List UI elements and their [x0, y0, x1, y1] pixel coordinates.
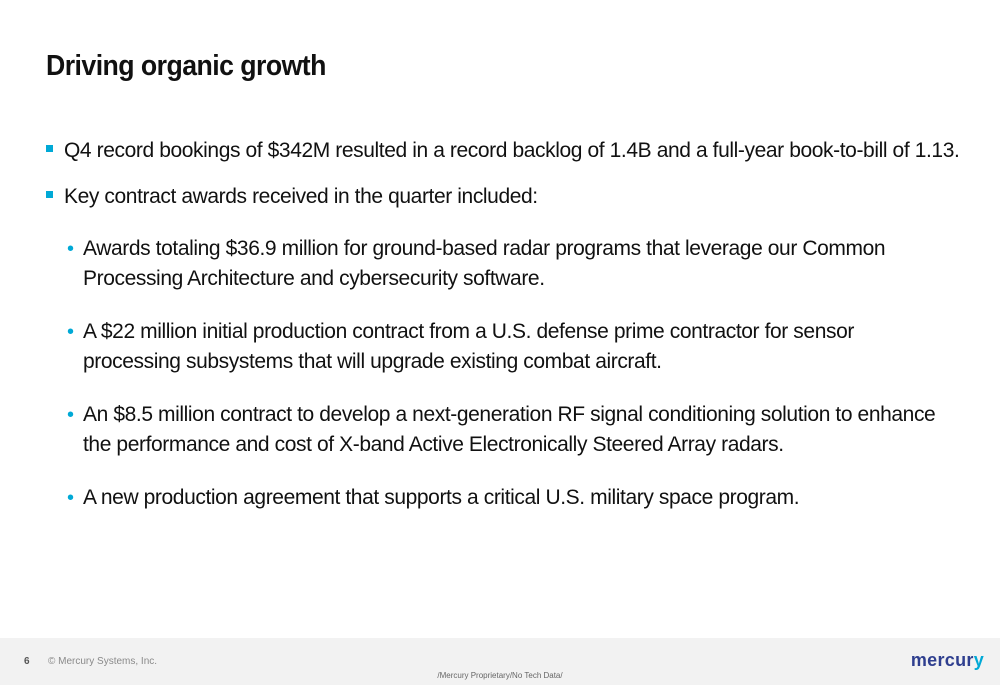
square-bullet-icon	[46, 191, 53, 198]
slide-title: Driving organic growth	[46, 50, 326, 82]
sub-bullet-text: An $8.5 million contract to develop a next-generation RF signal conditioning solution to enhance the performance and cost of X-band Active Electronically Steered Array radars.	[83, 403, 936, 456]
dot-bullet-icon: •	[67, 238, 74, 260]
sub-bullet-text: Awards totaling $36.9 million for ground-based radar programs that leverage our Common Processing Architecture and cybersecurity software.	[83, 237, 886, 290]
page-number: 6	[24, 656, 30, 667]
square-bullet-icon	[46, 145, 53, 152]
logo-text: mercur	[910, 650, 974, 670]
bullet-text: Key contract awards received in the quarter included:	[64, 185, 538, 208]
bullet-item	[46, 182, 956, 212]
slide-footer	[0, 638, 1000, 685]
sub-bullet-item	[46, 234, 956, 294]
sub-bullet-item	[46, 400, 956, 460]
sub-bullet-text: A new production agreement that supports a critical U.S. military space program.	[83, 486, 800, 509]
sub-bullet-item	[46, 483, 956, 513]
dot-bullet-icon: •	[67, 487, 74, 509]
classification-label: /Mercury Proprietary/No Tech Data/	[437, 671, 563, 680]
bullet-item	[46, 136, 960, 166]
mercury-logo	[911, 650, 984, 671]
sub-bullet-list	[46, 234, 956, 513]
sub-bullet-item	[46, 317, 956, 377]
sub-bullet-text: A $22 million initial production contract from a U.S. defense prime contractor for sensor processing subsystems that will upgrade existing combat aircraft.	[83, 320, 854, 373]
dot-bullet-icon: •	[67, 321, 74, 343]
dot-bullet-icon: •	[67, 404, 74, 426]
bullet-text: Q4 record bookings of $342M resulted in a record backlog of 1.4B and a full-year book-to-bill of 1.13.	[64, 139, 960, 162]
logo-accent-text: y	[973, 650, 984, 670]
slide-content	[46, 136, 960, 536]
copyright-text: © Mercury Systems, Inc.	[48, 656, 158, 667]
